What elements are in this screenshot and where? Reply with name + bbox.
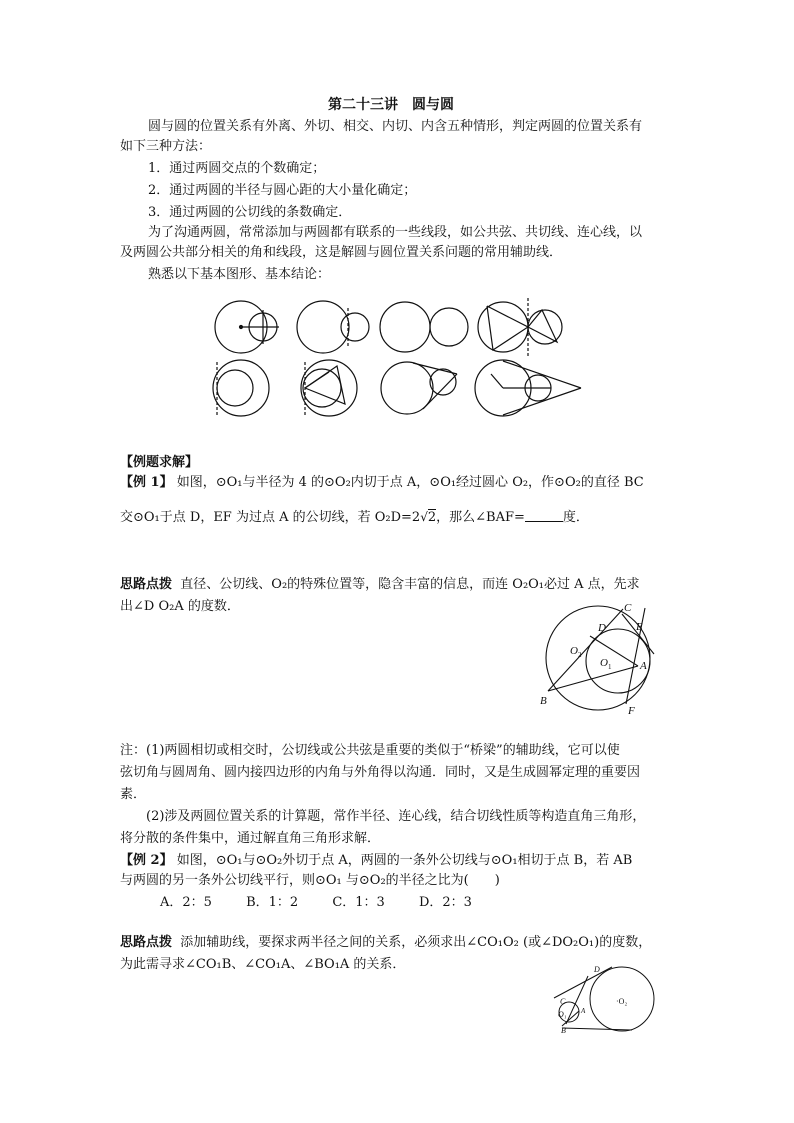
label-O2: O <box>570 645 578 657</box>
example1-text-2c: 度． <box>562 510 589 525</box>
example1-line-2 <box>120 508 589 527</box>
section-header: 【例题求解】 <box>120 455 199 470</box>
label-O2-sub: 2 <box>578 651 582 659</box>
fig-external-tangent-lines <box>381 362 457 414</box>
example1-text-1: 如图，⊙O₁与半径为 4 的⊙O₂内切于点 A，⊙O₁经过圆心 O₂，作⊙O₂的直径 BC <box>176 475 644 490</box>
example2-options <box>160 894 472 912</box>
page-title: 第二十三讲 圆与圆 <box>328 97 454 113</box>
label-A: A <box>640 660 647 672</box>
fig2-label-A: A <box>581 1007 586 1015</box>
hint1-text-1: 直径、公切线、O₂的特殊位置等，隐含丰富的信息，而连 O₂O₁必过 A 点，先求 <box>180 577 640 592</box>
example2-text-1: 如图，⊙O₁与⊙O₂外切于点 A，两圆的一条外公切线与⊙O₁相切于点 B，若 AB <box>176 853 633 868</box>
example1-text-2a: 交⊙O₁于点 D，EF 为过点 A 的公切线，若 O₂D=2 <box>120 510 421 525</box>
label-O1: O <box>600 657 608 669</box>
method-1: 1．通过两圆交点的个数确定； <box>148 161 326 176</box>
fig2-label-B: B <box>561 1026 566 1034</box>
hint1-line-1 <box>120 576 640 594</box>
sqrt-value: 2 <box>427 510 437 525</box>
hint2-label: 思路点拨 <box>120 935 173 950</box>
note-line-5: 将分散的条件集中，通过解直角三角形求解． <box>120 831 381 846</box>
intro-line-1: 圆与圆的位置关系有外离、外切、相交、内切、内含五种情形，判定两圆的位置关系有 <box>148 119 643 134</box>
fig-external-tangent <box>380 302 468 352</box>
fig2-label-O2: ·O₂ <box>616 997 628 1006</box>
option-b[interactable]: B．1：2 <box>246 895 299 910</box>
label-B: B <box>540 695 547 707</box>
fig-internal-tangent-chords <box>301 360 357 416</box>
hint1-label: 思路点拨 <box>120 577 173 592</box>
method-3: 3．通过两圆的公切线的条数确定． <box>148 205 352 220</box>
hint2-line-1 <box>120 934 651 952</box>
example1-label: 【例 1】 <box>120 475 173 490</box>
hint2-text-1: 添加辅助线，要探求两半径之间的关系，必须求出∠CO₁O₂ (或∠DO₂O₁)的度数， <box>180 935 652 950</box>
fig-intersecting <box>297 301 369 353</box>
label-C: C <box>624 602 632 614</box>
example1-text-2b: ，那么∠BAF= <box>436 510 525 525</box>
label-O1-sub: 1 <box>608 663 612 671</box>
basics-line: 熟悉以下基本图形、基本结论： <box>148 267 331 282</box>
note-line-3: 素． <box>120 787 147 802</box>
example2-line-2: 与两圆的另一条外公切线平行，则⊙O₁ 与⊙O₂的半径之比为( ) <box>120 873 500 888</box>
note-line-4: (2)涉及两圆位置关系的计算题，常作半径、连心线，结合切线性质等构造直角三角形， <box>146 809 646 824</box>
label-D: D <box>598 622 606 634</box>
hint1-line-2: 出∠D O₂A 的度数． <box>120 599 240 614</box>
label-E: E <box>636 621 643 633</box>
method-2: 2．通过两圆的半径与圆心距的大小量化确定； <box>148 183 417 198</box>
hint2-line-2: 为此需寻求∠CO₁B、∠CO₁A、∠BO₁A 的关系． <box>120 957 406 972</box>
fig2-label-D: D <box>594 965 600 974</box>
intro-line-2: 如下三种方法： <box>120 139 212 154</box>
fig2-label-O1: O₁ <box>558 1010 567 1019</box>
answer-blank[interactable] <box>525 509 563 522</box>
note-line-1: 注：(1)两圆相切或相交时，公切线或公共弦是重要的类似于“桥梁”的辅助线，它可以使 <box>120 743 620 758</box>
figure-2 <box>552 962 662 1034</box>
example1-line-1 <box>120 474 644 492</box>
figure-1 <box>530 596 660 716</box>
fig-tangent-triangles <box>478 298 562 356</box>
aux-line-1: 为了沟通两圆，常常添加与两圆都有联系的一些线段，如公共弦、共切线、连心线，以 <box>148 225 643 240</box>
note-line-2: 弦切角与圆周角、圆内接四边形的内角与外角得以沟通．同时，又是生成圆幂定理的重要因 <box>120 765 641 780</box>
fig-internal-intersect <box>215 301 279 353</box>
example2-label: 【例 2】 <box>120 853 173 868</box>
label-F: F <box>628 705 635 716</box>
option-d[interactable]: D．2：3 <box>418 895 472 910</box>
option-a[interactable]: A．2：5 <box>160 895 212 910</box>
option-c[interactable]: C．1：3 <box>332 895 385 910</box>
fig2-label-C: C <box>560 997 566 1006</box>
fig-common-tangents <box>475 360 581 416</box>
example2-line-1 <box>120 852 632 870</box>
fig-internal-tangent <box>213 360 269 416</box>
sqrt-symbol: √ <box>420 510 428 524</box>
aux-line-2: 及两圆公共部分相关的角和线段，这是解圆与圆位置关系问题的常用辅助线． <box>120 245 563 260</box>
basic-figures <box>205 292 585 428</box>
